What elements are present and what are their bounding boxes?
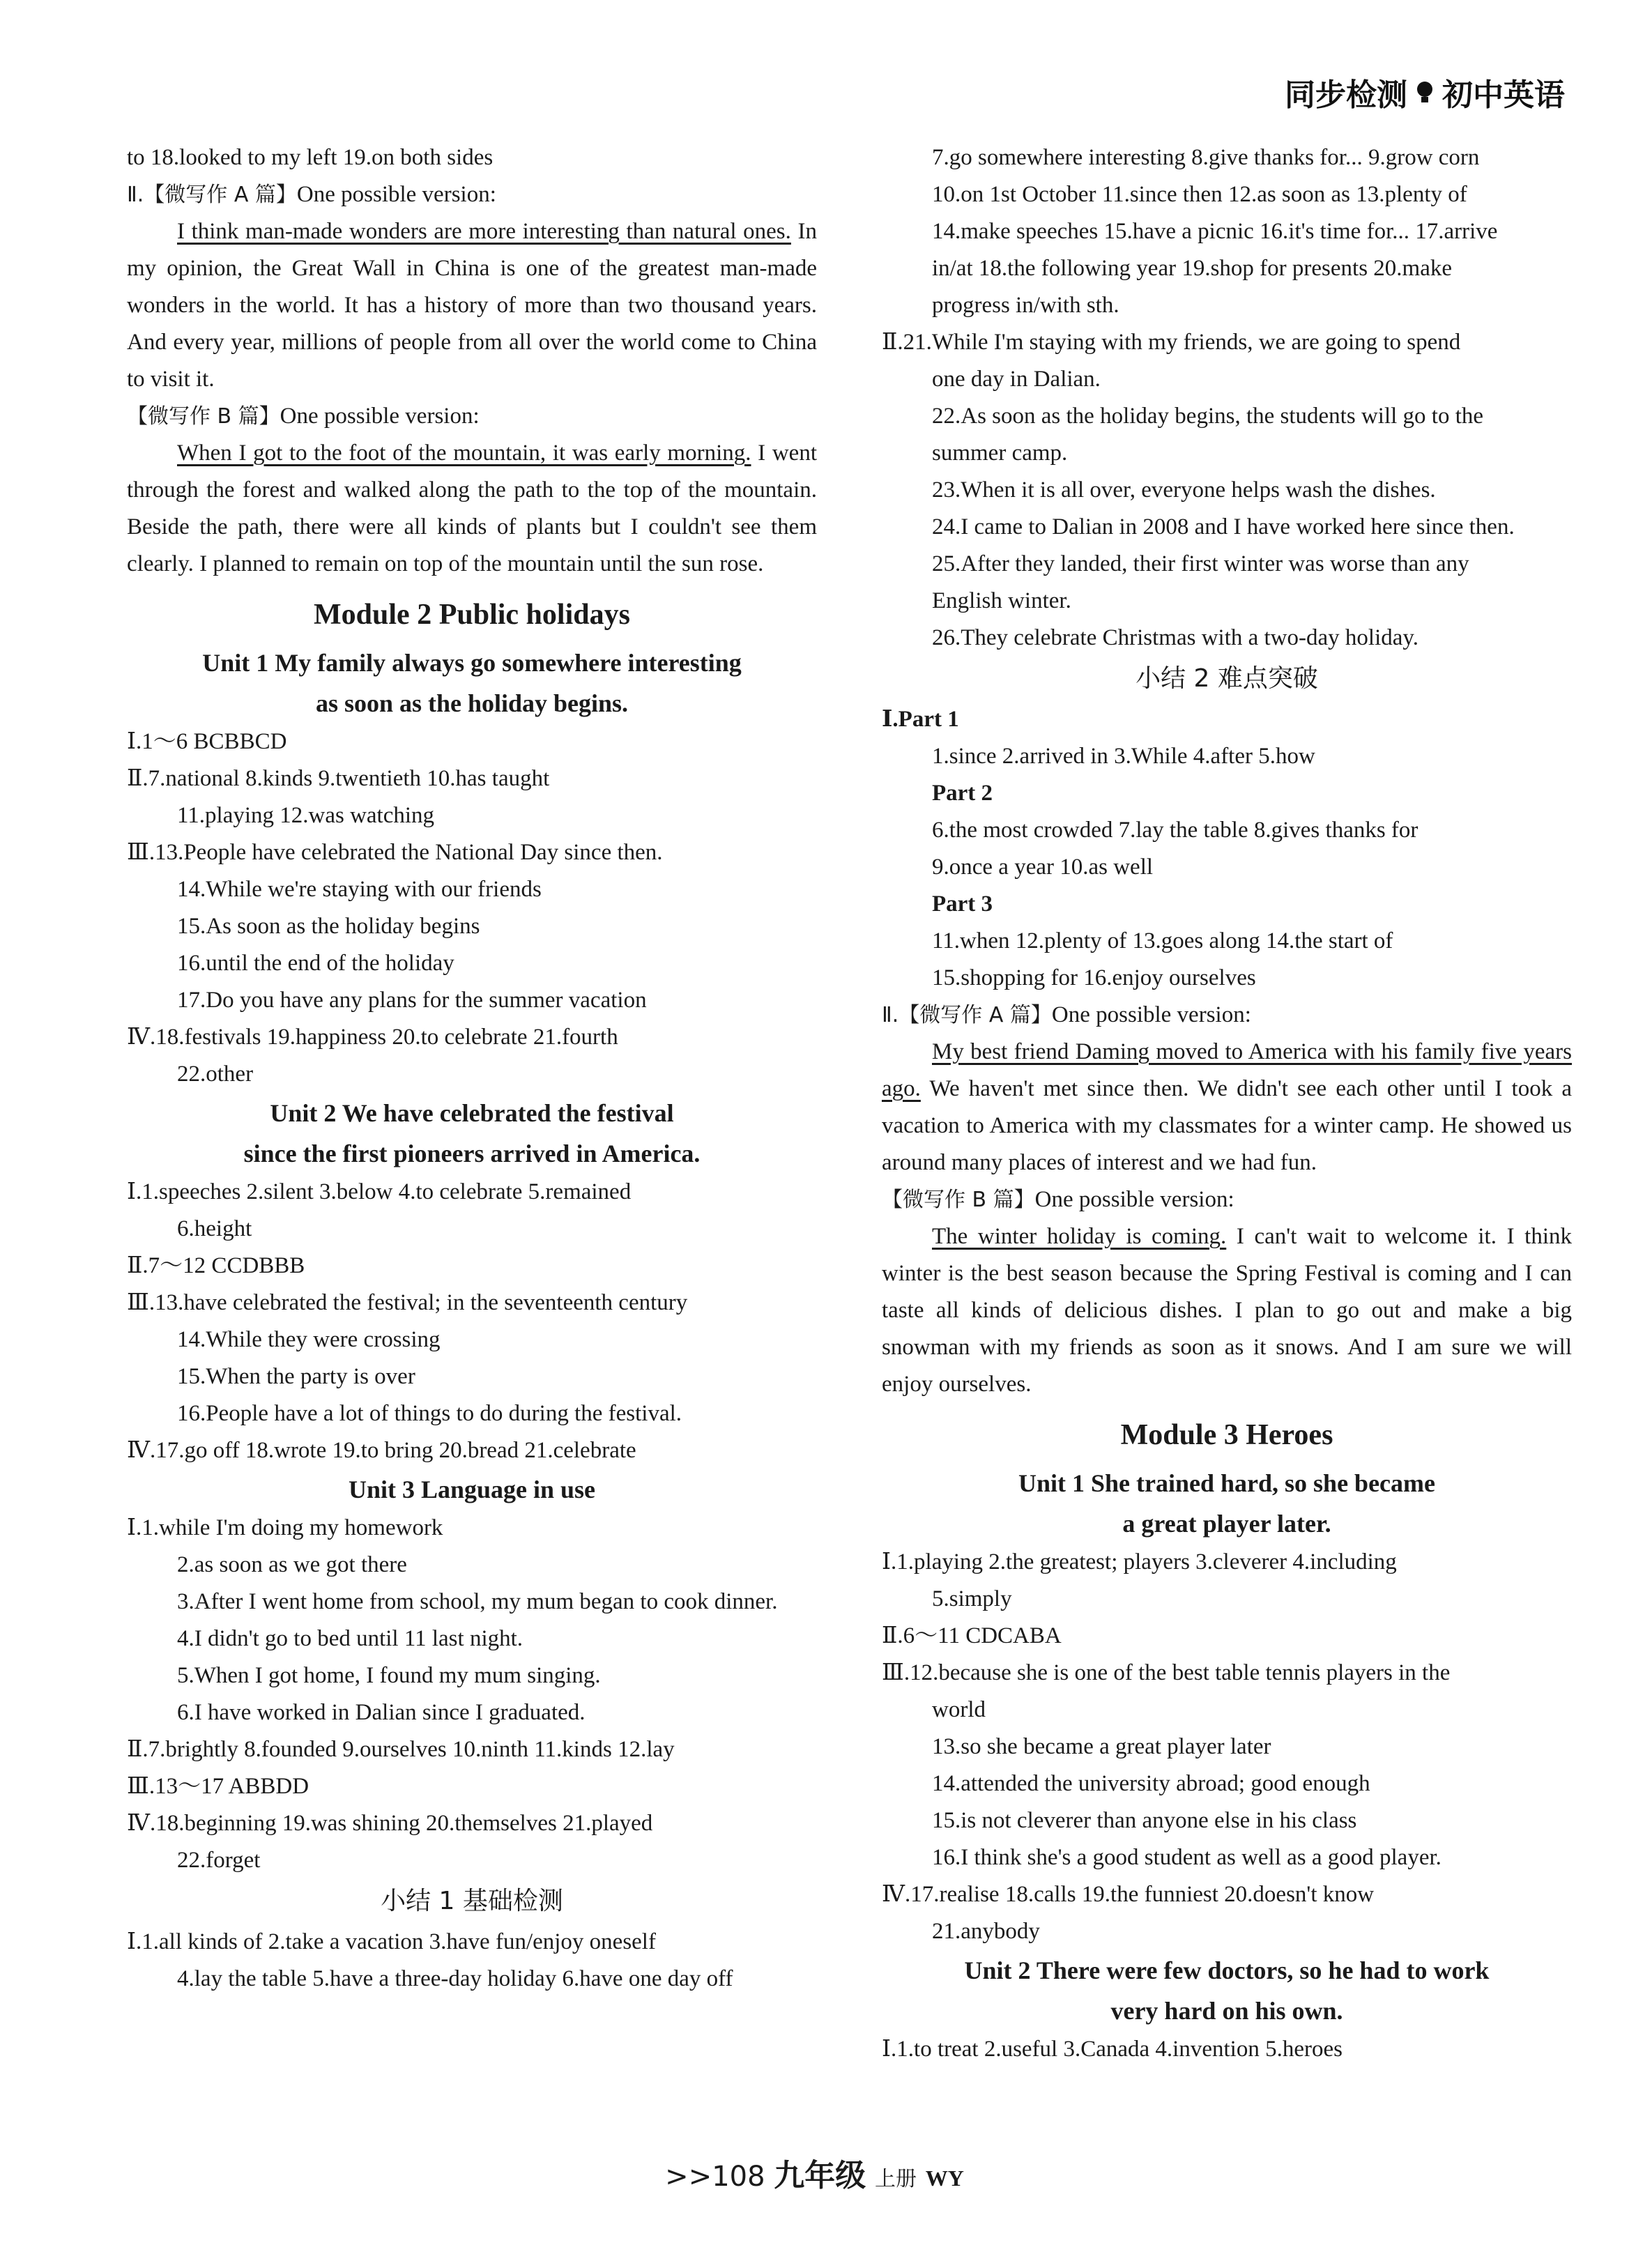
answer-line: Ⅰ.1.all kinds of 2.take a vacation 3.have fun/enjoy oneself <box>127 1929 656 1954</box>
answer-line: Ⅳ.18.beginning 19.was shining 20.themselves 21.played <box>127 1811 653 1836</box>
answer-line: Ⅲ.13.People have celebrated the National Day since then. <box>127 840 663 865</box>
writing-b-heading: 【微写作 B 篇】One possible version: <box>882 1187 1234 1212</box>
unit-heading-cont: since the first pioneers arrived in America. <box>243 1140 701 1167</box>
page-header <box>1285 70 1565 114</box>
answer-line: 11.when 12.plenty of 13.goes along 14.the start of <box>932 928 1393 953</box>
answer-line: Ⅳ.18.festivals 19.happiness 20.to celebrate 21.fourth <box>127 1025 618 1050</box>
answer-line: English winter. <box>932 588 1071 613</box>
writing-b-heading: 【微写作 B 篇】One possible version: <box>127 404 480 429</box>
answer-line: 4.lay the table 5.have a three-day holiday 6.have one day off <box>177 1966 733 1991</box>
answer-line: 1.since 2.arrived in 3.While 4.after 5.how <box>932 744 1315 769</box>
answer-line: 7.go somewhere interesting 8.give thanks for... 9.grow corn <box>932 145 1480 170</box>
part-label: Part 2 <box>932 781 993 806</box>
writing-b-paragraph: When I got to the foot of the mountain, it was early morning. I went through the forest and walked along the path to the top of the mountain. Beside the path, there were all kinds of plants but I couldn't see them clearly. I planned to remain on top of the mountain until the sun rose. <box>127 440 817 576</box>
unit-heading: Unit 2 We have celebrated the festival <box>270 1099 674 1127</box>
series-title: 同步检测 <box>1285 77 1407 113</box>
answer-line: 14.While we're staying with our friends <box>177 877 542 902</box>
answer-line: 15.As soon as the holiday begins <box>177 914 480 939</box>
writing-a-heading: Ⅱ.【微写作 A 篇】One possible version: <box>882 1002 1251 1027</box>
answer-line: Ⅰ.1.speeches 2.silent 3.below 4.to celebrate 5.remained <box>127 1179 632 1204</box>
module-heading: Module 2 Public holidays <box>314 599 630 631</box>
answer-line: 15.When the party is over <box>177 1364 415 1389</box>
summary-heading: 小结 1 基础检测 <box>381 1887 563 1915</box>
part-label: Ⅰ.Part 1 <box>882 707 959 732</box>
answer-line: 26.They celebrate Christmas with a two-day holiday. <box>932 625 1418 650</box>
topic-sentence: My best friend Daming moved to America with his family five years ago. <box>882 1039 1572 1101</box>
answer-line: Ⅱ.6～11 CDCABA <box>882 1623 1062 1648</box>
answer-line: in/at 18.the following year 19.shop for presents 20.make <box>932 256 1452 281</box>
answer-line: 22.forget <box>177 1848 261 1873</box>
answer-line: Ⅱ.21.While I'm staying with my friends, we are going to spend <box>882 330 1461 355</box>
answer-line: 2.as soon as we got there <box>177 1552 407 1577</box>
answer-line: 5.When I got home, I found my mum singing. <box>177 1663 601 1688</box>
answer-line: Ⅲ.13～17 ABBDD <box>127 1774 309 1799</box>
answer-line: 21.anybody <box>932 1919 1040 1944</box>
answer-line: 10.on 1st October 11.since then 12.as soon as 13.plenty of <box>932 182 1467 207</box>
arrows-icon: >> <box>665 2161 712 2193</box>
answer-line: 15.is not cleverer than anyone else in his class <box>932 1808 1357 1833</box>
writing-a-heading: Ⅱ.【微写作 A 篇】One possible version: <box>127 182 496 207</box>
part-label: Part 3 <box>932 891 993 917</box>
answer-line: 6.I have worked in Dalian since I graduated. <box>177 1700 586 1725</box>
answer-line: 16.I think she's a good student as well as a good player. <box>932 1845 1441 1870</box>
answer-line: 25.After they landed, their first winter was worse than any <box>932 551 1469 576</box>
lightbulb-icon <box>1416 80 1434 104</box>
unit-heading: Unit 1 My family always go somewhere interesting <box>202 649 742 677</box>
writing-a-paragraph: My best friend Daming moved to America with his family five years ago. We haven't met since then. We didn't see each other until I took a vacation to America with my classmates for a winter camp. He showed us around many places of interest and we had fun. <box>882 1039 1572 1175</box>
grade-label: 九年级 <box>774 2158 866 2193</box>
answer-line: 17.Do you have any plans for the summer vacation <box>177 988 647 1013</box>
topic-sentence: The winter holiday is coming. <box>932 1224 1227 1249</box>
answer-line: one day in Dalian. <box>932 367 1101 392</box>
answer-line: Ⅳ.17.go off 18.wrote 19.to bring 20.bread 21.celebrate <box>127 1438 636 1463</box>
answer-line: Ⅳ.17.realise 18.calls 19.the funniest 20.doesn't know <box>882 1882 1375 1907</box>
answer-line: Ⅰ.1.while I'm doing my homework <box>127 1515 443 1540</box>
answer-line: 14.attended the university abroad; good enough <box>932 1771 1370 1796</box>
answer-line: 11.playing 12.was watching <box>177 803 435 828</box>
answer-line: 5.simply <box>932 1586 1012 1611</box>
writing-b-paragraph: The winter holiday is coming. I can't wait to welcome it. I think winter is the best season because the Spring Festival is coming and I can taste all kinds of delicious dishes. I plan to go out and make a big snowman with my friends as soon as it snows. And I am sure we will enjoy ourselves. <box>882 1224 1573 1397</box>
module-heading: Module 3 Heroes <box>1120 1419 1333 1451</box>
answer-line: 9.once a year 10.as well <box>932 855 1154 880</box>
answer-line: 4.I didn't go to bed until 11 last night. <box>177 1626 523 1651</box>
answer-line: progress in/with sth. <box>932 293 1119 318</box>
page-number: 108 <box>712 2161 765 2193</box>
answer-line: 22.other <box>177 1062 254 1087</box>
answer-line: Ⅰ.1.to treat 2.useful 3.Canada 4.invention 5.heroes <box>882 2037 1343 2062</box>
answer-line: Ⅲ.13.have celebrated the festival; in the seventeenth century <box>127 1290 688 1315</box>
unit-heading: Unit 1 She trained hard, so she became <box>1018 1469 1435 1497</box>
answer-line: 6.the most crowded 7.lay the table 8.gives thanks for <box>932 818 1418 843</box>
answer-line: 13.so she became a great player later <box>932 1734 1271 1759</box>
answer-line: Ⅲ.12.because she is one of the best table tennis players in the <box>882 1660 1451 1685</box>
answer-line: to 18.looked to my left 19.on both sides <box>127 145 494 170</box>
subject-title: 初中英语 <box>1442 77 1565 113</box>
answer-line: 22.As soon as the holiday begins, the students will go to the <box>932 404 1484 429</box>
unit-heading: Unit 2 There were few doctors, so he had to work <box>964 1956 1490 1984</box>
answer-line: Ⅰ.1.playing 2.the greatest; players 3.cleverer 4.including <box>882 1549 1397 1574</box>
topic-sentence: I think man-made wonders are more interesting than natural ones. <box>177 219 791 244</box>
writing-a-paragraph: I think man-made wonders are more interesting than natural ones. In my opinion, the Great Wall in China is one of the greatest man-made wonders in the world. It has a history of more than two thousand years. And every year, millions of people from all over the world come to China to visit it. <box>127 219 817 392</box>
left-column <box>127 139 817 1998</box>
unit-heading-cont: very hard on his own. <box>1110 1997 1343 2025</box>
answer-line: Ⅱ.7.national 8.kinds 9.twentieth 10.has taught <box>127 766 550 791</box>
right-column <box>882 139 1572 2068</box>
page-footer <box>0 2150 1629 2195</box>
answer-line: 16.until the end of the holiday <box>177 951 454 976</box>
answer-line: 14.make speeches 15.have a picnic 16.it's time for... 17.arrive <box>932 219 1498 244</box>
answer-line: 24.I came to Dalian in 2008 and I have worked here since then. <box>932 514 1515 539</box>
answer-line: world <box>932 1697 986 1722</box>
answer-line: Ⅰ.1～6 BCBBCD <box>127 729 287 754</box>
answer-line: 14.While they were crossing <box>177 1327 441 1352</box>
unit-heading-cont: as soon as the holiday begins. <box>315 689 629 717</box>
volume-label: 上册 <box>875 2167 917 2191</box>
edition-label: WY <box>925 2166 964 2191</box>
unit-heading-cont: a great player later. <box>1122 1510 1331 1538</box>
summary-heading: 小结 2 难点突破 <box>1135 664 1318 693</box>
answer-line: 3.After I went home from school, my mum began to cook dinner. <box>177 1589 778 1614</box>
answer-line: Ⅱ.7～12 CCDBBB <box>127 1253 305 1278</box>
unit-heading: Unit 3 Language in use <box>348 1476 596 1503</box>
answer-line: 16.People have a lot of things to do during the festival. <box>177 1401 682 1426</box>
answer-line: 15.shopping for 16.enjoy ourselves <box>932 965 1256 990</box>
answer-line: 6.height <box>177 1216 252 1241</box>
answer-line: Ⅱ.7.brightly 8.founded 9.ourselves 10.ninth 11.kinds 12.lay <box>127 1737 675 1762</box>
answer-line: 23.When it is all over, everyone helps wash the dishes. <box>932 477 1436 503</box>
topic-sentence: When I got to the foot of the mountain, it was early morning. <box>177 440 751 466</box>
answer-line: summer camp. <box>932 440 1068 466</box>
